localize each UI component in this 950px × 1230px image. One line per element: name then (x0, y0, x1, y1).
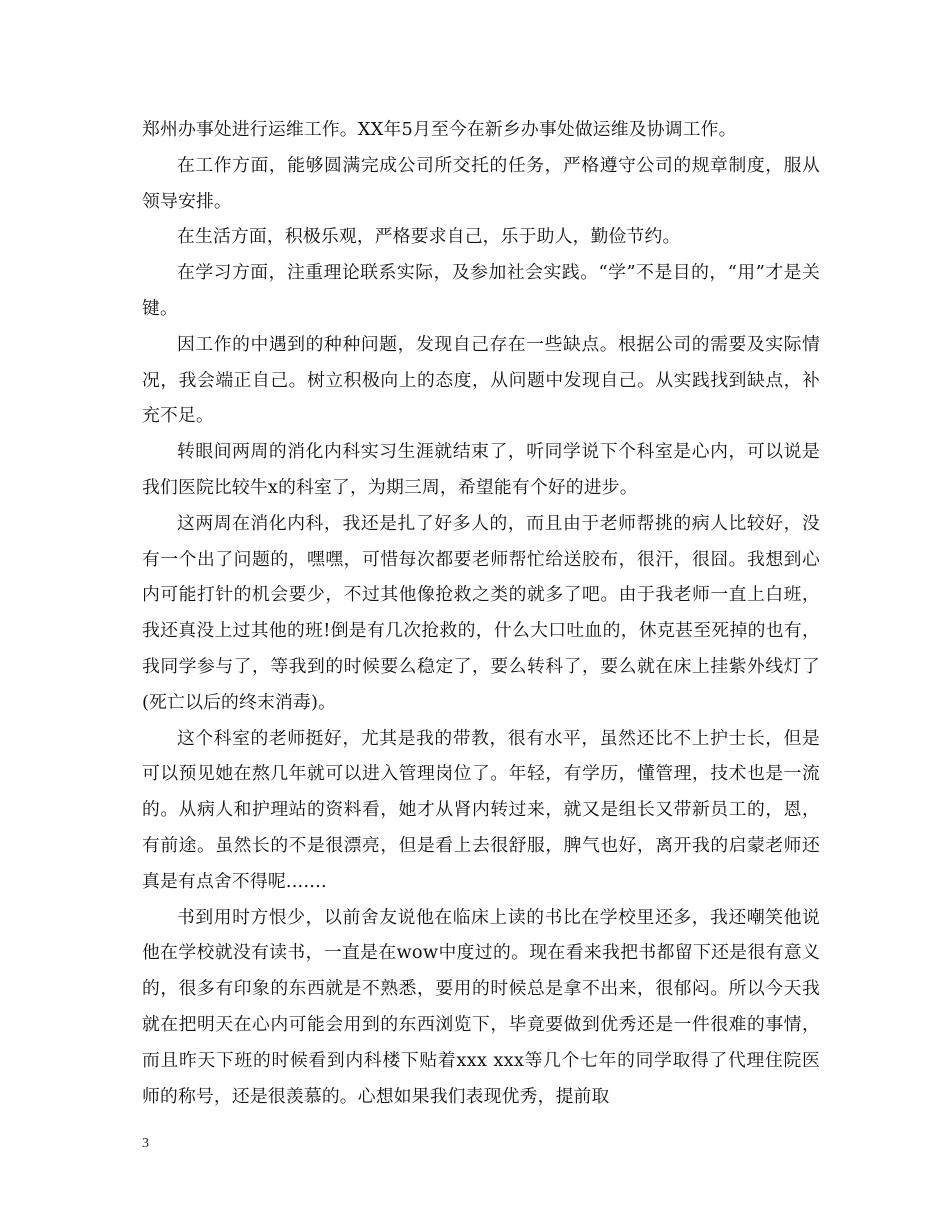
paragraph: 在学习方面，注重理论联系实际，及参加社会实践。“学”不是目的，“用”才是关键。 (142, 262, 820, 319)
paragraph: 因工作的中遇到的种种问题，发现自己存在一些缺点。根据公司的需要及实际情况，我会端正自己。树立积极向上的态度，从问题中发现自己。从实践找到缺点，补充不足。 (142, 333, 820, 427)
paragraph: 这个科室的老师挺好，尤其是我的带教，很有水平，虽然还比不上护士长，但是可以预见她在熬几年就可以进入管理岗位了。年轻，有学历，懂管理，技术也是一流的。从病人和护理站的资料看，她才从肾内转过来，就又是组长又带新员工的，恩，有前途。虽然长的不是很漂亮，但是看上去很舒服，脾气也好，离开我的启蒙老师还真是有点舍不得呢....... (142, 727, 820, 892)
paragraph: 在生活方面，积极乐观，严格要求自己，乐于助人，勤俭节约。 (177, 226, 681, 248)
paragraph: 在工作方面，能够圆满完成公司所交托的任务，严格遵守公司的规章制度，服从领导安排。 (142, 154, 820, 212)
document-body (142, 112, 820, 1114)
paragraph: 书到用时方恨少，以前舍友说他在临床上读的书比在学校里还多，我还嘲笑他说他在学校就没有读书，一直是在wow中度过的。现在看来我把书都留下还是很有意义的，很多有印象的东西就是不熟悉，要用的时候总是拿不出来，很郁闷。所以今天我就在把明天在心内可能会用到的东西浏览下，毕竟要做到优秀还是一件很难的事情，而且昨天下班的时候看到内科楼下贴着xxx xxx等几个七年的同学取得了代理住院医师的称号，还是很羡慕的。心想如果我们表现优秀，提前取 (142, 906, 820, 1107)
page-number: 3 (142, 1136, 149, 1151)
paragraph: 这两周在消化内科，我还是扎了好多人的，而且由于老师帮挑的病人比较好，没有一个出了问题的，嘿嘿，可惜每次都要老师帮忙给送胶布，很汗，很囧。我想到心内可能打针的机会要少，不过其他像抢救之类的就多了吧。由于我老师一直上白班，我还真没上过其他的班!倒是有几次抢救的，什么大口吐血的，休克甚至死掉的也有，我同学参与了，等我到的时候要么稳定了，要么转科了，要么就在床上挂紫外线灯了(死亡以后的终末消毒)。 (142, 512, 820, 713)
paragraph: 转眼间两周的消化内科实习生涯就结束了，听同学说下个科室是心内，可以说是我们医院比较牛x的科室了，为期三周，希望能有个好的进步。 (142, 441, 820, 498)
paragraph: 郑州办事处进行运维工作。XX年5月至今在新乡办事处做运维及协调工作。 (142, 119, 737, 140)
